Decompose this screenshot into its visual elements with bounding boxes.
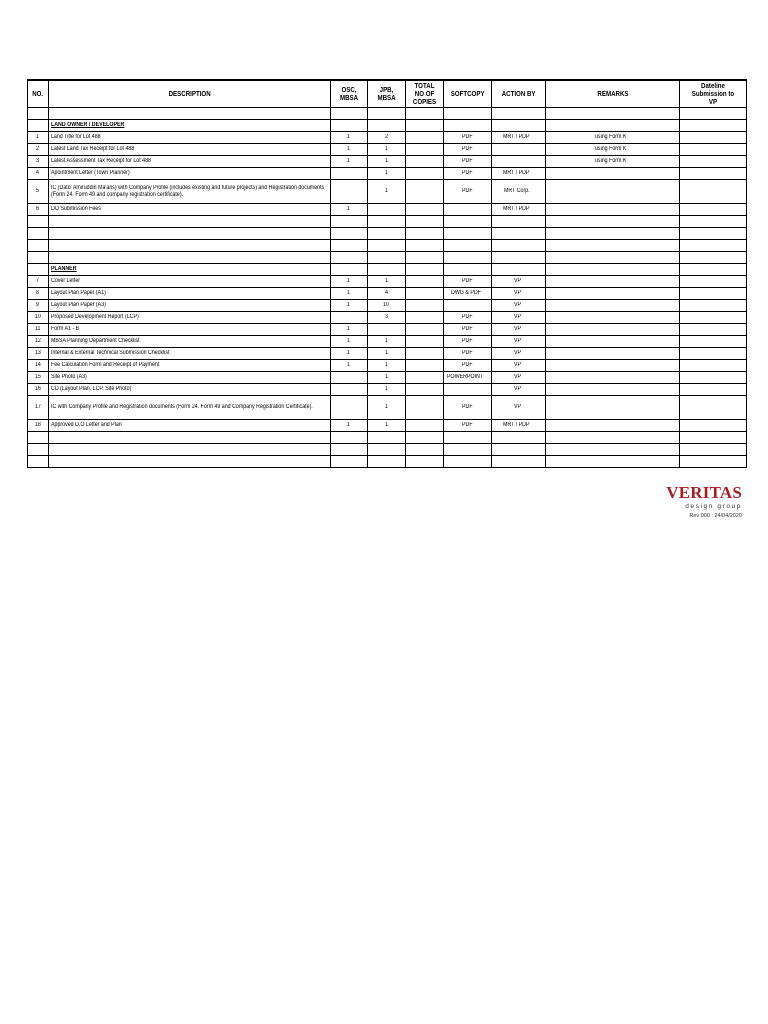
- blank-row: [28, 444, 747, 456]
- cell-total-copies: [406, 168, 444, 180]
- cell-no: 5: [28, 180, 49, 204]
- cell-no: 15: [28, 372, 49, 384]
- blank-row: [28, 240, 747, 252]
- cell-jpb-mbsa: 1: [368, 348, 406, 360]
- cell-action-by: MRT Corp.: [492, 180, 546, 204]
- empty-cell: [680, 456, 747, 468]
- empty-cell: [49, 228, 331, 240]
- cell-description: Latest Land Tax Receipt for Lot 488: [49, 144, 331, 156]
- cell-remarks: [546, 300, 680, 312]
- cell-jpb-mbsa: [368, 204, 406, 216]
- header-total-copies: TOTAL NO OF COPIES: [406, 80, 444, 108]
- cell-remarks: [546, 372, 680, 384]
- empty-cell: [444, 456, 492, 468]
- blank-row: [28, 456, 747, 468]
- blank-row: [28, 432, 747, 444]
- cell-softcopy: [444, 300, 492, 312]
- cell-deadline: [680, 204, 747, 216]
- cell-total-copies: [406, 156, 444, 168]
- cell-jpb-mbsa: 1: [368, 384, 406, 396]
- empty-cell: [49, 216, 331, 228]
- table-row: [28, 372, 747, 384]
- cell-deadline: [680, 180, 747, 204]
- cell-osc-mbsa: [331, 168, 368, 180]
- cell-action-by: VP: [492, 372, 546, 384]
- cell-no: 11: [28, 324, 49, 336]
- cell-action-by: VP: [492, 360, 546, 372]
- cell-action-by: VP: [492, 348, 546, 360]
- cell-deadline: [680, 168, 747, 180]
- table-row: [28, 312, 747, 324]
- cell-total-copies: [406, 372, 444, 384]
- cell-deadline: [680, 300, 747, 312]
- cell-remarks: using Form K: [546, 132, 680, 144]
- empty-cell: [406, 264, 444, 276]
- header-row: [28, 80, 747, 108]
- empty-cell: [406, 432, 444, 444]
- empty-cell: [492, 216, 546, 228]
- cell-action-by: [492, 144, 546, 156]
- cell-jpb-mbsa: 1: [368, 360, 406, 372]
- table-row: [28, 288, 747, 300]
- blank-row: [28, 108, 747, 120]
- cell-description: DO Submission Fees: [49, 204, 331, 216]
- empty-cell: [444, 216, 492, 228]
- empty-cell: [368, 444, 406, 456]
- blank-row: [28, 216, 747, 228]
- empty-cell: [492, 228, 546, 240]
- cell-total-copies: [406, 300, 444, 312]
- cell-softcopy: PDF: [444, 132, 492, 144]
- cell-remarks: [546, 288, 680, 300]
- cell-osc-mbsa: 1: [331, 360, 368, 372]
- cell-total-copies: [406, 276, 444, 288]
- cell-remarks: [546, 384, 680, 396]
- empty-cell: [680, 240, 747, 252]
- empty-cell: [406, 216, 444, 228]
- cell-total-copies: [406, 360, 444, 372]
- header-jpb-mbsa: JPB, MBSA: [368, 80, 406, 108]
- cell-deadline: [680, 384, 747, 396]
- cell-no: 13: [28, 348, 49, 360]
- cell-jpb-mbsa: 1: [368, 396, 406, 420]
- cell-jpb-mbsa: 1: [368, 420, 406, 432]
- cell-description: Approved D.O Letter and Plan: [49, 420, 331, 432]
- empty-cell: [28, 240, 49, 252]
- header-description: DESCRIPTION: [49, 80, 331, 108]
- empty-cell: [444, 240, 492, 252]
- cell-total-copies: [406, 348, 444, 360]
- section-title-planner: PLANNER: [49, 264, 331, 276]
- cell-jpb-mbsa: [368, 324, 406, 336]
- blank-row: [28, 228, 747, 240]
- cell-no: 18: [28, 420, 49, 432]
- cell-osc-mbsa: 1: [331, 276, 368, 288]
- empty-cell: [331, 240, 368, 252]
- cell-softcopy: PDF: [444, 360, 492, 372]
- cell-total-copies: [406, 132, 444, 144]
- cell-softcopy: PDF: [444, 420, 492, 432]
- cell-osc-mbsa: 1: [331, 132, 368, 144]
- cell-no: 3: [28, 156, 49, 168]
- empty-cell: [49, 252, 331, 264]
- cell-no: 6: [28, 204, 49, 216]
- cell-no: 16: [28, 384, 49, 396]
- cell-total-copies: [406, 312, 444, 324]
- section-title-land: LAND OWNER / DEVELOPER: [49, 120, 331, 132]
- cell-no: 17: [28, 396, 49, 420]
- cell-no: 1: [28, 132, 49, 144]
- cell-softcopy: PDF: [444, 144, 492, 156]
- cell-osc-mbsa: 1: [331, 300, 368, 312]
- cell-description: IC (Dato' Amiruddin Ma'aris) with Company Profile (includes existing and future projects) and Registration documents (Form 24. Form 49 and company registration certificate).: [49, 180, 331, 204]
- cell-jpb-mbsa: 2: [368, 132, 406, 144]
- cell-softcopy: PDF: [444, 156, 492, 168]
- cell-jpb-mbsa: 4: [368, 288, 406, 300]
- cell-action-by: MRT / PDP: [492, 132, 546, 144]
- cell-remarks: [546, 348, 680, 360]
- cell-action-by: [492, 156, 546, 168]
- cell-description: Fee Calculation Form and Receipt of Payment: [49, 360, 331, 372]
- cell-total-copies: [406, 288, 444, 300]
- empty-cell: [28, 216, 49, 228]
- cell-remarks: using Form K: [546, 144, 680, 156]
- cell-total-copies: [406, 420, 444, 432]
- cell-action-by: VP: [492, 276, 546, 288]
- cell-total-copies: [406, 324, 444, 336]
- empty-cell: [546, 240, 680, 252]
- empty-cell: [406, 228, 444, 240]
- table-row: [28, 324, 747, 336]
- empty-cell: [49, 240, 331, 252]
- cell-total-copies: [406, 204, 444, 216]
- empty-cell: [368, 432, 406, 444]
- empty-cell: [406, 456, 444, 468]
- table-row: [28, 300, 747, 312]
- brand-tagline: design group: [685, 503, 742, 510]
- empty-cell: [331, 228, 368, 240]
- empty-cell: [368, 216, 406, 228]
- empty-cell: [331, 216, 368, 228]
- table-row: [28, 384, 747, 396]
- table-body: [28, 108, 747, 468]
- cell-no: 7: [28, 276, 49, 288]
- cell-description: MBSA Planning Department Checklist: [49, 336, 331, 348]
- empty-cell: [492, 444, 546, 456]
- header-softcopy: SOFTCOPY: [444, 80, 492, 108]
- cell-description: Latest Assessment Tax Receipt for Lot 488: [49, 156, 331, 168]
- header-no: NO.: [28, 80, 49, 108]
- empty-cell: [368, 456, 406, 468]
- empty-cell: [492, 432, 546, 444]
- cell-deadline: [680, 276, 747, 288]
- cell-osc-mbsa: 1: [331, 336, 368, 348]
- cell-softcopy: [444, 384, 492, 396]
- empty-cell: [680, 228, 747, 240]
- header-osc-mbsa: OSC, MBSA: [331, 80, 368, 108]
- header-deadline: Dateline Submission to VP: [680, 80, 747, 108]
- empty-cell: [444, 444, 492, 456]
- empty-cell: [680, 444, 747, 456]
- section-planner: [28, 264, 747, 276]
- table-row: [28, 420, 747, 432]
- cell-jpb-mbsa: 3: [368, 312, 406, 324]
- empty-cell: [546, 228, 680, 240]
- cell-no: 4: [28, 168, 49, 180]
- cell-deadline: [680, 348, 747, 360]
- cell-action-by: MRT / PDP: [492, 204, 546, 216]
- empty-cell: [680, 252, 747, 264]
- cell-description: Form A1 - B: [49, 324, 331, 336]
- cell-action-by: VP: [492, 288, 546, 300]
- cell-softcopy: PDF: [444, 336, 492, 348]
- cell-description: Proposed Development Report (LCP): [49, 312, 331, 324]
- table-row: [28, 180, 747, 204]
- table-row: [28, 360, 747, 372]
- empty-cell: [28, 444, 49, 456]
- cell-remarks: [546, 336, 680, 348]
- cell-osc-mbsa: [331, 180, 368, 204]
- empty-cell: [28, 264, 49, 276]
- cell-osc-mbsa: 1: [331, 420, 368, 432]
- cell-jpb-mbsa: 1: [368, 180, 406, 204]
- cell-no: 9: [28, 300, 49, 312]
- empty-cell: [331, 432, 368, 444]
- cell-osc-mbsa: [331, 384, 368, 396]
- cell-deadline: [680, 420, 747, 432]
- cell-description: Layout Plan Paper (A1): [49, 288, 331, 300]
- empty-cell: [546, 252, 680, 264]
- empty-cell: [406, 444, 444, 456]
- empty-cell: [406, 240, 444, 252]
- table-row: [28, 204, 747, 216]
- cell-jpb-mbsa: 1: [368, 144, 406, 156]
- cell-softcopy: PDF: [444, 348, 492, 360]
- empty-cell: [492, 252, 546, 264]
- cell-softcopy: PDF: [444, 324, 492, 336]
- cell-osc-mbsa: 1: [331, 348, 368, 360]
- table-row: [28, 336, 747, 348]
- cell-remarks: [546, 396, 680, 420]
- cell-osc-mbsa: [331, 396, 368, 420]
- empty-cell: [546, 456, 680, 468]
- empty-cell: [28, 456, 49, 468]
- empty-cell: [546, 432, 680, 444]
- cell-osc-mbsa: 1: [331, 144, 368, 156]
- cell-action-by: VP: [492, 384, 546, 396]
- empty-cell: [444, 252, 492, 264]
- cell-total-copies: [406, 384, 444, 396]
- cell-description: IC with Company Profile and Registration documents (Form 24. Form 49 and Company Registration Certificate).: [49, 396, 331, 420]
- empty-cell: [406, 252, 444, 264]
- cell-remarks: [546, 168, 680, 180]
- empty-cell: [492, 264, 546, 276]
- cell-no: 2: [28, 144, 49, 156]
- cell-action-by: MRT / PDP: [492, 420, 546, 432]
- cell-action-by: VP: [492, 324, 546, 336]
- cell-deadline: [680, 336, 747, 348]
- cell-total-copies: [406, 144, 444, 156]
- table-row: [28, 168, 747, 180]
- cell-remarks: [546, 276, 680, 288]
- table-row: [28, 396, 747, 420]
- cell-softcopy: PDF: [444, 396, 492, 420]
- cell-action-by: VP: [492, 336, 546, 348]
- brand-name: VERITAS: [666, 483, 742, 502]
- empty-cell: [331, 264, 368, 276]
- cell-total-copies: [406, 336, 444, 348]
- empty-cell: [331, 456, 368, 468]
- empty-cell: [444, 228, 492, 240]
- cell-deadline: [680, 360, 747, 372]
- cell-action-by: VP: [492, 300, 546, 312]
- empty-cell: [49, 444, 331, 456]
- submission-checklist-table: [27, 79, 747, 468]
- cell-no: 10: [28, 312, 49, 324]
- empty-cell: [492, 456, 546, 468]
- empty-cell: [331, 444, 368, 456]
- cell-remarks: [546, 204, 680, 216]
- empty-cell: [680, 264, 747, 276]
- cell-osc-mbsa: 1: [331, 288, 368, 300]
- cell-description: Apointment Letter (Town Planner): [49, 168, 331, 180]
- cell-deadline: [680, 144, 747, 156]
- cell-softcopy: [444, 204, 492, 216]
- table-row: [28, 156, 747, 168]
- cell-softcopy: PDF: [444, 168, 492, 180]
- cell-description: Internal & External Technical Submission Checklist: [49, 348, 331, 360]
- cell-osc-mbsa: [331, 372, 368, 384]
- cell-deadline: [680, 396, 747, 420]
- empty-cell: [546, 264, 680, 276]
- cell-remarks: [546, 360, 680, 372]
- cell-description: Site Photo (A3): [49, 372, 331, 384]
- cell-no: 12: [28, 336, 49, 348]
- empty-cell: [28, 228, 49, 240]
- cell-action-by: VP: [492, 312, 546, 324]
- cell-action-by: MRT / PDP: [492, 168, 546, 180]
- empty-cell: [680, 216, 747, 228]
- cell-jpb-mbsa: 1: [368, 156, 406, 168]
- cell-softcopy: POWERPOINT: [444, 372, 492, 384]
- company-logo: [660, 484, 742, 520]
- cell-jpb-mbsa: 1: [368, 336, 406, 348]
- cell-jpb-mbsa: 1: [368, 276, 406, 288]
- empty-cell: [546, 216, 680, 228]
- empty-cell: [28, 252, 49, 264]
- cell-action-by: VP: [492, 396, 546, 420]
- empty-cell: [492, 240, 546, 252]
- cell-deadline: [680, 372, 747, 384]
- cell-softcopy: PDF: [444, 180, 492, 204]
- cell-remarks: using Form K: [546, 156, 680, 168]
- cell-jpb-mbsa: 1: [368, 372, 406, 384]
- empty-cell: [368, 264, 406, 276]
- cell-osc-mbsa: 1: [331, 156, 368, 168]
- cell-remarks: [546, 180, 680, 204]
- cell-deadline: [680, 156, 747, 168]
- table-row: [28, 132, 747, 144]
- empty-cell: [368, 252, 406, 264]
- cell-remarks: [546, 324, 680, 336]
- cell-total-copies: [406, 396, 444, 420]
- cell-no: 14: [28, 360, 49, 372]
- empty-cell: [331, 252, 368, 264]
- cell-osc-mbsa: 1: [331, 324, 368, 336]
- empty-cell: [368, 240, 406, 252]
- section-land-owner: [28, 120, 747, 132]
- header-remarks: REMARKS: [546, 80, 680, 108]
- empty-cell: [444, 264, 492, 276]
- empty-cell: [49, 432, 331, 444]
- cell-softcopy: DWG & PDF: [444, 288, 492, 300]
- cell-deadline: [680, 312, 747, 324]
- table-row: [28, 144, 747, 156]
- cell-deadline: [680, 132, 747, 144]
- cell-description: Cover Letter: [49, 276, 331, 288]
- cell-softcopy: PDF: [444, 312, 492, 324]
- cell-osc-mbsa: [331, 312, 368, 324]
- cell-deadline: [680, 324, 747, 336]
- cell-jpb-mbsa: 1: [368, 168, 406, 180]
- cell-jpb-mbsa: 10: [368, 300, 406, 312]
- empty-cell: [546, 444, 680, 456]
- cell-remarks: [546, 312, 680, 324]
- cell-osc-mbsa: 1: [331, 204, 368, 216]
- blank-row: [28, 252, 747, 264]
- table-row: [28, 348, 747, 360]
- cell-total-copies: [406, 180, 444, 204]
- empty-cell: [28, 432, 49, 444]
- cell-remarks: [546, 420, 680, 432]
- cell-description: Land Title for Lot 488: [49, 132, 331, 144]
- cell-softcopy: PDF: [444, 276, 492, 288]
- table-row: [28, 276, 747, 288]
- empty-cell: [368, 228, 406, 240]
- empty-cell: [680, 432, 747, 444]
- header-action-by: ACTION BY: [492, 80, 546, 108]
- cell-no: 8: [28, 288, 49, 300]
- empty-cell: [444, 432, 492, 444]
- cell-description: Layout Plan Paper (A3): [49, 300, 331, 312]
- cell-deadline: [680, 288, 747, 300]
- revision-label: Rev 000 : 24/04/2020: [689, 513, 742, 519]
- empty-cell: [49, 456, 331, 468]
- cell-description: CD (Layout Plan, LCP, Site Photo): [49, 384, 331, 396]
